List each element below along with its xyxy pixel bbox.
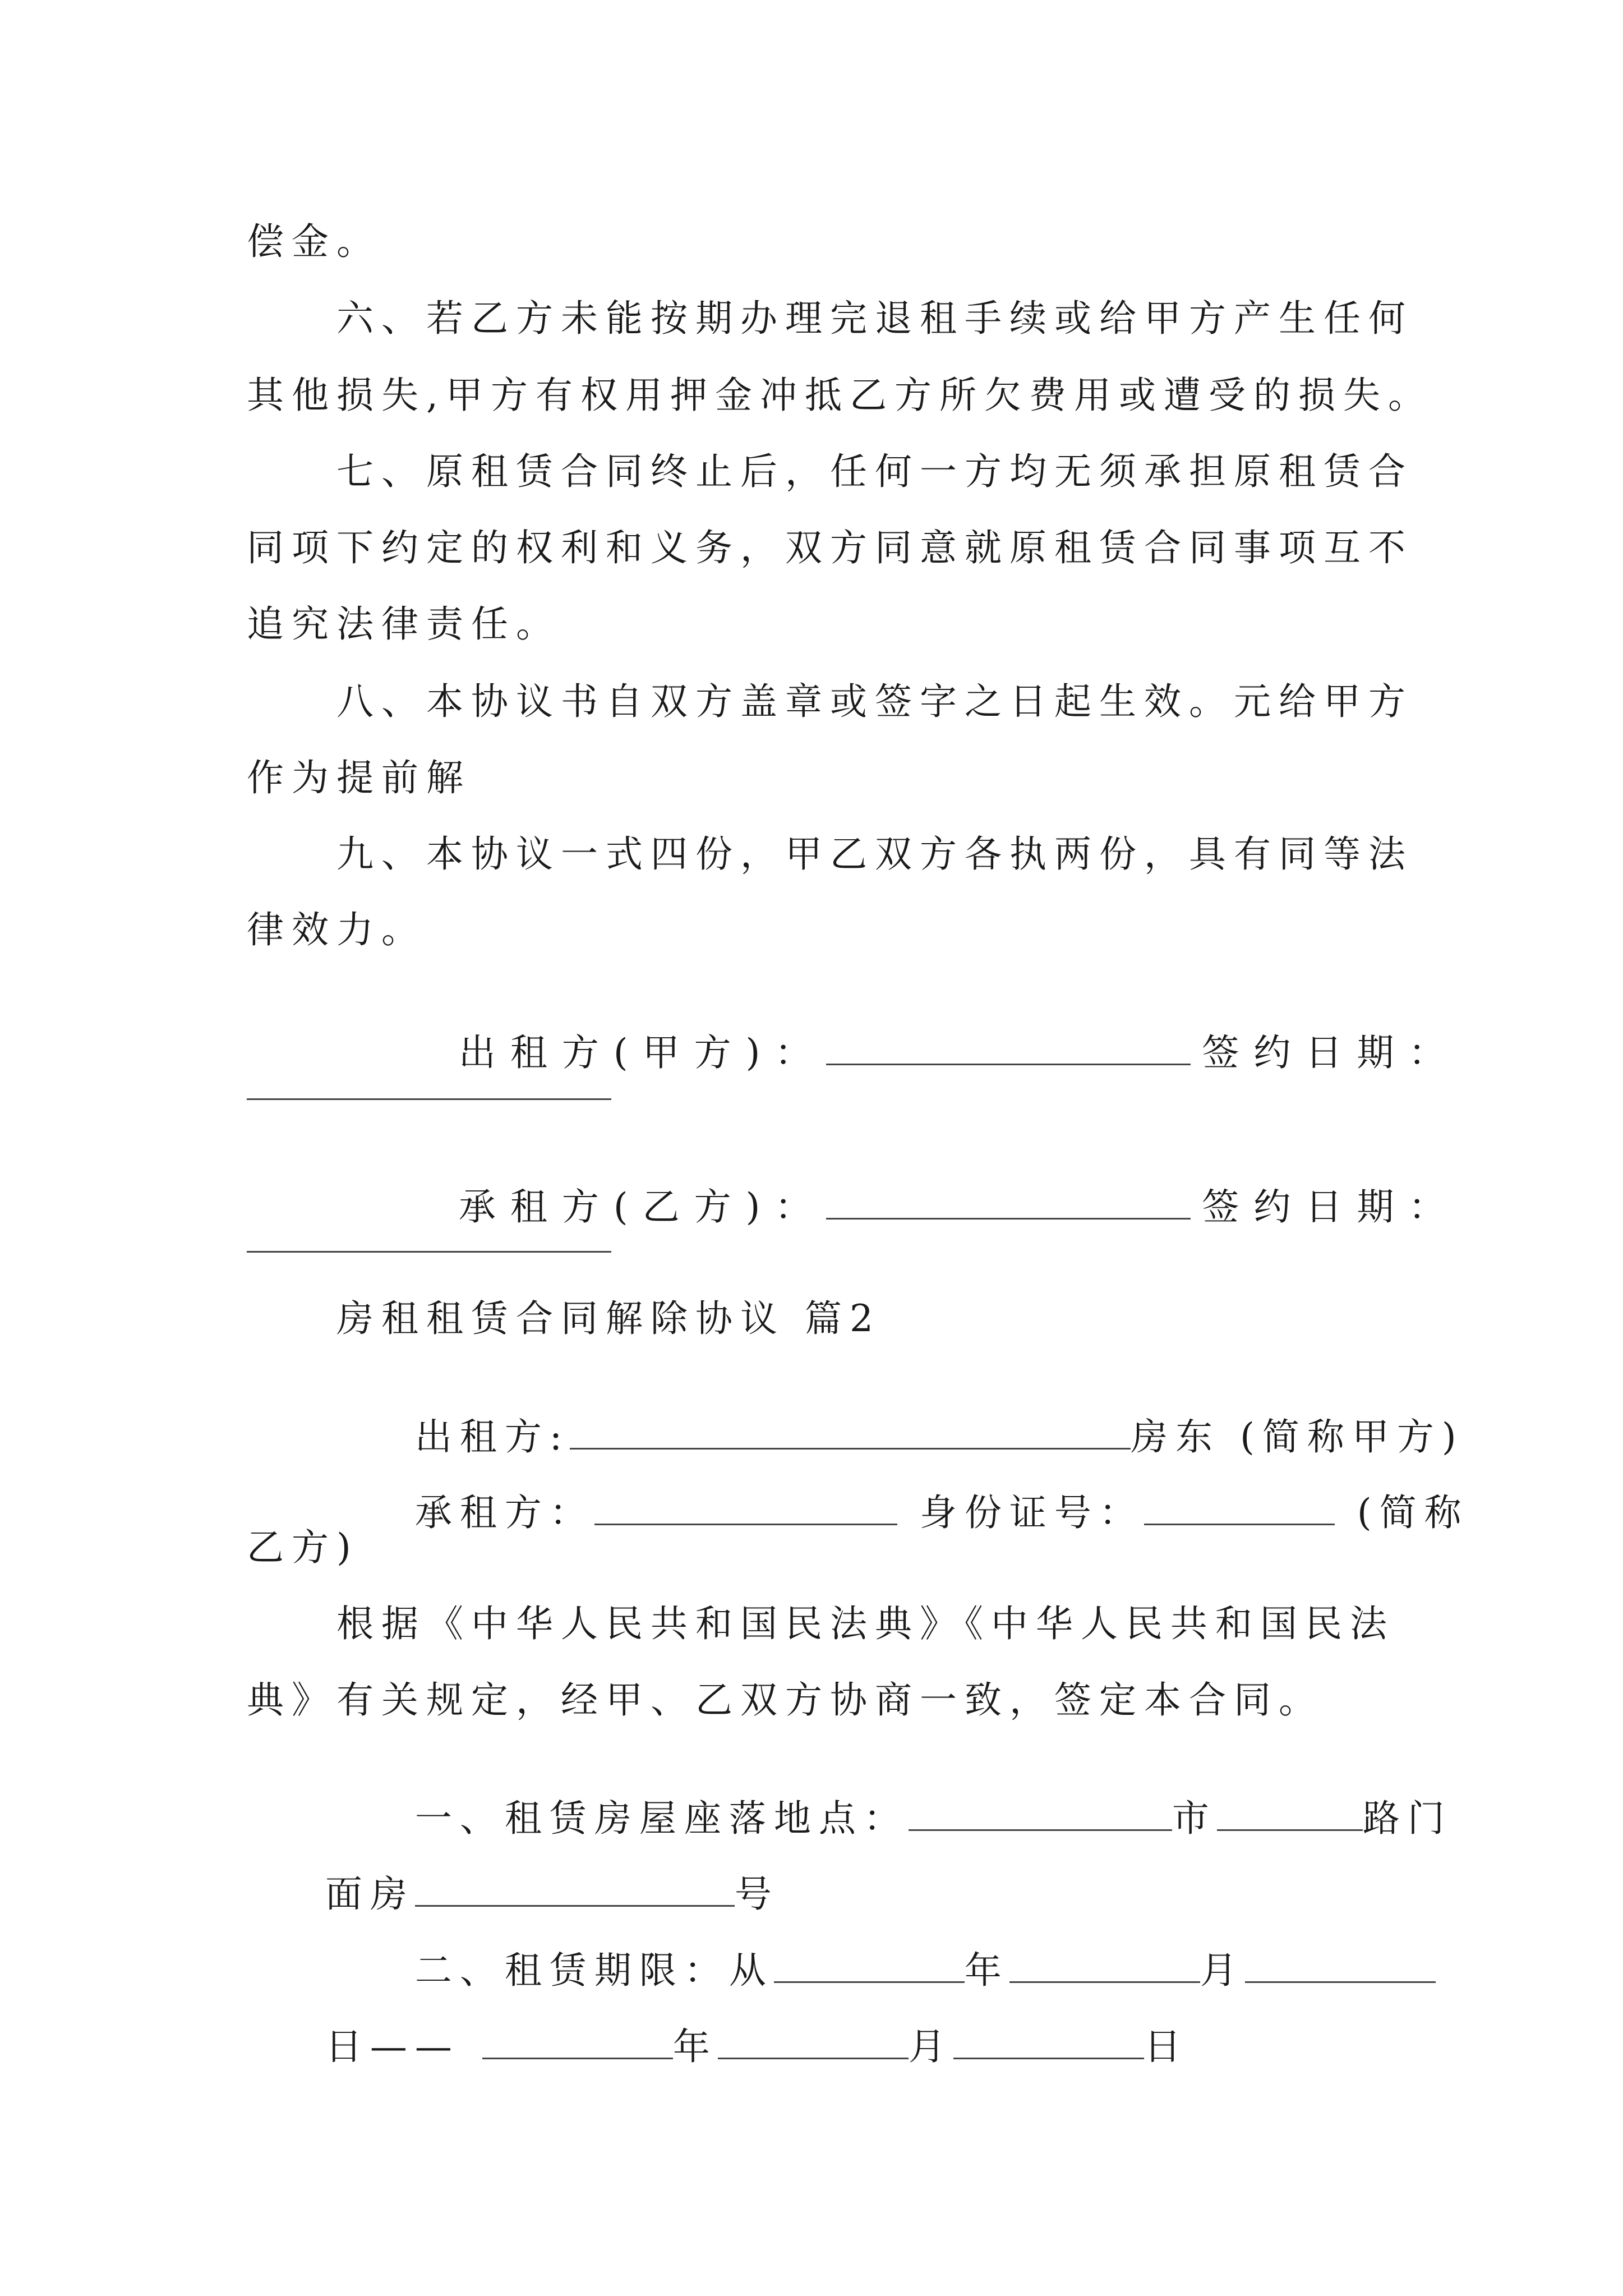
clause-eight-line-2: 作为提前解 [247,756,471,799]
text-line-1: 偿金。 [247,220,381,263]
term-start-year: 年 [964,1949,1009,1992]
part2-lessor-blank[interactable] [570,1414,1131,1450]
term-start-month-blank[interactable] [1009,1948,1200,1983]
lessor-signature-row [353,993,1492,1108]
part2-lessee-suffix: 乙方) [247,1526,359,1569]
part2-city-blank[interactable] [909,1796,1172,1831]
lessor-label: 出租方(甲方)： [458,1031,827,1074]
part2-number: 号 [734,1872,780,1916]
part2-road: 路门 [1362,1797,1453,1840]
lessor-date-label: 签约日期： [1202,1031,1460,1074]
clause-seven-line-1: 七、原租赁合同终止后，任何一方均无须承担原租赁合 [336,450,1413,493]
clause-seven-line-3: 追究法律责任。 [247,602,561,646]
term-end-year-blank[interactable] [482,2024,673,2059]
lessee-signature-row [353,1147,1492,1263]
term-start-year-blank[interactable] [774,1948,965,1983]
clause-nine-line-2: 律效力。 [247,908,426,951]
clause-six-line-2: 其他损失,甲方有权用押金冲抵乙方所欠费用或遭受的损失。 [247,374,1433,417]
lessee-label: 承租方(乙方)： [458,1185,827,1228]
lessee-signature-blank[interactable] [826,1184,1191,1220]
part2-id-label: 身份证号： [919,1491,1144,1534]
part2-lessor-label: 出租方: [414,1415,570,1458]
term-end-day-blank[interactable] [953,2024,1144,2059]
clause-seven-line-2: 同项下约定的权利和义务，双方同意就原租赁合同事项互不 [247,526,1413,569]
part2-number-blank[interactable] [415,1871,735,1907]
term-end-month-blank[interactable] [718,2024,909,2059]
clause-six-line-1: 六、若乙方未能按期办理完退租手续或给甲方产生任何 [336,297,1413,340]
part2-term-label: 二、租赁期限：从 [414,1949,774,1992]
part2-lessee-blank[interactable] [594,1490,897,1525]
clause-nine-line-1: 九、本协议一式四份，甲乙双方各执两份，具有同等法 [336,832,1413,876]
term-end-year: 年 [672,2025,718,2068]
part2-lessee-label: 承租方： [414,1491,594,1534]
part2-storefront: 面房 [325,1872,415,1916]
part2-basis-line-2: 典》有关规定，经甲、乙双方协商一致，签定本合同。 [247,1678,1324,1722]
part2-term-row-2 [247,1987,1385,2102]
part2-location-label: 一、租赁房屋座落地点： [414,1797,909,1840]
part2-lessor-suffix: 房东 (简称甲方) [1131,1415,1464,1458]
term-start-month: 月 [1200,1949,1245,1992]
term-dash: 日—— [325,2025,460,2068]
clause-eight-line-1: 八、本协议书自双方盖章或签字之日起生效。元给甲方 [336,680,1413,723]
term-start-day-blank[interactable] [1245,1948,1436,1983]
lessor-date-blank[interactable] [247,1098,611,1100]
lessee-date-label: 签约日期： [1202,1185,1460,1228]
part2-city: 市 [1172,1797,1217,1840]
part2-id-suffix: (简称 [1357,1491,1469,1534]
lessee-date-blank[interactable] [247,1251,611,1253]
part2-title: 房租租赁合同解除协议 篇2 [336,1297,881,1340]
part2-id-blank[interactable] [1144,1490,1335,1525]
part2-basis-line-1: 根据《中华人民共和国民法典》《中华人民共和国民法 [336,1602,1395,1645]
lessor-signature-blank[interactable] [826,1030,1191,1065]
term-end-month: 月 [908,2025,953,2068]
term-end-day: 日 [1144,2025,1189,2068]
part2-road-blank[interactable] [1217,1796,1363,1831]
